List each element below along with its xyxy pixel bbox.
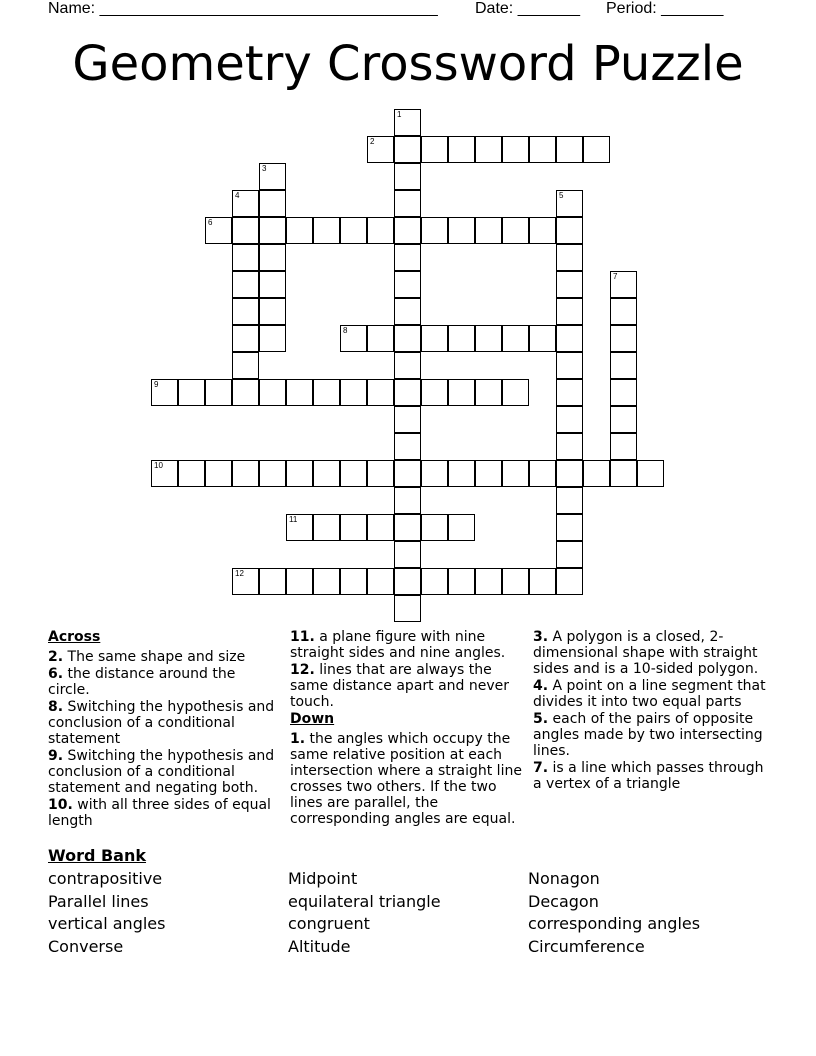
crossword-cell[interactable] bbox=[556, 136, 583, 163]
crossword-cell[interactable] bbox=[259, 163, 286, 190]
crossword-cell[interactable] bbox=[367, 136, 394, 163]
crossword-cell[interactable] bbox=[556, 487, 583, 514]
crossword-cell[interactable] bbox=[259, 190, 286, 217]
crossword-cell[interactable] bbox=[502, 217, 529, 244]
crossword-cell[interactable] bbox=[232, 460, 259, 487]
crossword-cell[interactable] bbox=[448, 460, 475, 487]
clue-across-11: 11. a plane figure with nine straight sides and nine angles. bbox=[290, 629, 506, 661]
crossword-cell[interactable] bbox=[529, 460, 556, 487]
crossword-cell[interactable] bbox=[475, 568, 502, 595]
crossword-cell[interactable] bbox=[394, 298, 421, 325]
crossword-cell[interactable] bbox=[475, 136, 502, 163]
crossword-cell[interactable] bbox=[286, 568, 313, 595]
crossword-cell[interactable] bbox=[529, 568, 556, 595]
crossword-cell[interactable] bbox=[178, 379, 205, 406]
crossword-cell[interactable] bbox=[259, 244, 286, 271]
crossword-cell[interactable] bbox=[394, 541, 421, 568]
crossword-cell[interactable] bbox=[394, 487, 421, 514]
crossword-cell[interactable] bbox=[448, 379, 475, 406]
down-heading: Down bbox=[290, 711, 335, 727]
crossword-cell[interactable] bbox=[367, 514, 394, 541]
crossword-cell[interactable] bbox=[421, 217, 448, 244]
word-bank-item: Parallel lines bbox=[48, 891, 149, 911]
word-bank-item: corresponding angles bbox=[528, 914, 701, 933]
crossword-cell[interactable] bbox=[205, 217, 232, 244]
crossword-cell[interactable] bbox=[583, 136, 610, 163]
clue-across-12: 12. lines that are always the same distance apart and never touch. bbox=[290, 662, 510, 710]
crossword-cell[interactable] bbox=[394, 406, 421, 433]
crossword-cell[interactable] bbox=[394, 271, 421, 298]
crossword-cell[interactable] bbox=[475, 460, 502, 487]
clue-number: 9 bbox=[154, 380, 159, 389]
clue-down-5: 5. each of the pairs of opposite angles made by two intersecting lines. bbox=[533, 711, 763, 759]
crossword-cell[interactable] bbox=[259, 379, 286, 406]
word-bank-item: Midpoint bbox=[288, 869, 358, 888]
clue-number: 1 bbox=[397, 110, 402, 119]
clue-number: 10 bbox=[154, 461, 163, 470]
word-bank-item: Circumference bbox=[528, 936, 645, 956]
crossword-cell[interactable] bbox=[556, 406, 583, 433]
crossword-cell[interactable] bbox=[610, 325, 637, 352]
crossword-cell[interactable] bbox=[448, 217, 475, 244]
clue-number: 3 bbox=[262, 164, 267, 173]
crossword-cell[interactable] bbox=[313, 217, 340, 244]
clue-across-9: 9. Switching the hypothesis and conclusion of a conditional statement and negating both. bbox=[48, 748, 275, 796]
crossword-cell[interactable] bbox=[232, 379, 259, 406]
crossword-cell[interactable] bbox=[610, 352, 637, 379]
across-heading: Across bbox=[48, 629, 101, 645]
clue-across-8: 8. Switching the hypothesis and conclusion of a conditional statement bbox=[48, 699, 275, 747]
clue-number: 11 bbox=[289, 515, 298, 524]
crossword-cell[interactable] bbox=[340, 568, 367, 595]
crossword-cell[interactable] bbox=[286, 379, 313, 406]
crossword-cell[interactable] bbox=[286, 514, 313, 541]
crossword-cell[interactable] bbox=[637, 460, 664, 487]
crossword-cell[interactable] bbox=[232, 352, 259, 379]
crossword-cell[interactable] bbox=[556, 568, 583, 595]
crossword-cell[interactable] bbox=[556, 271, 583, 298]
crossword-cell[interactable] bbox=[394, 190, 421, 217]
crossword-cell[interactable] bbox=[394, 109, 421, 136]
clue-number: 2 bbox=[370, 137, 375, 146]
crossword-cell[interactable] bbox=[232, 298, 259, 325]
clue-down-1: 1. the angles which occupy the same relative position at each intersection where a straight line crosses two others. If the two lines are parallel, the corresponding angles are equal. bbox=[290, 731, 522, 827]
word-bank-title: Word Bank bbox=[48, 846, 147, 865]
crossword-cell[interactable] bbox=[313, 460, 340, 487]
crossword-cell[interactable] bbox=[610, 406, 637, 433]
crossword-cell[interactable] bbox=[502, 136, 529, 163]
crossword-cell[interactable] bbox=[340, 514, 367, 541]
crossword-cell[interactable] bbox=[367, 217, 394, 244]
crossword-cell[interactable] bbox=[529, 136, 556, 163]
crossword-cell[interactable] bbox=[394, 136, 421, 163]
crossword-cell[interactable] bbox=[448, 568, 475, 595]
crossword-cell[interactable] bbox=[556, 541, 583, 568]
crossword-cell[interactable] bbox=[475, 217, 502, 244]
clue-number: 5 bbox=[559, 191, 564, 200]
crossword-cell[interactable] bbox=[259, 568, 286, 595]
crossword-cell[interactable] bbox=[394, 379, 421, 406]
crossword-cell[interactable] bbox=[610, 379, 637, 406]
crossword-cell[interactable] bbox=[313, 379, 340, 406]
crossword-cell[interactable] bbox=[232, 217, 259, 244]
crossword-cell[interactable] bbox=[259, 271, 286, 298]
crossword-cell[interactable] bbox=[394, 433, 421, 460]
crossword-cell[interactable] bbox=[394, 568, 421, 595]
clue-number: 8 bbox=[343, 326, 348, 335]
word-bank-item: Decagon bbox=[528, 891, 599, 911]
crossword-cell[interactable] bbox=[232, 271, 259, 298]
name-field[interactable]: Name: ______________________________________ bbox=[48, 0, 438, 17]
crossword-cell[interactable] bbox=[421, 460, 448, 487]
crossword-cell[interactable] bbox=[286, 460, 313, 487]
crossword-cell[interactable] bbox=[394, 595, 421, 622]
clue-number: 7 bbox=[613, 272, 618, 281]
clue-across-6: 6. the distance around the circle. bbox=[48, 666, 236, 698]
clue-number: 6 bbox=[208, 218, 213, 227]
crossword-cell[interactable] bbox=[556, 433, 583, 460]
crossword-cell[interactable] bbox=[610, 298, 637, 325]
crossword-cell[interactable] bbox=[286, 217, 313, 244]
page-title: Geometry Crossword Puzzle bbox=[72, 36, 744, 92]
crossword-cell[interactable] bbox=[529, 325, 556, 352]
crossword-cell[interactable] bbox=[421, 514, 448, 541]
crossword-cell[interactable] bbox=[610, 433, 637, 460]
crossword-cell[interactable] bbox=[259, 217, 286, 244]
crossword-cell[interactable] bbox=[502, 460, 529, 487]
crossword-cell[interactable] bbox=[556, 190, 583, 217]
crossword-cell[interactable] bbox=[502, 325, 529, 352]
word-bank-item: Nonagon bbox=[528, 869, 600, 888]
word-bank-column-2 bbox=[288, 868, 441, 958]
crossword-cell[interactable] bbox=[394, 514, 421, 541]
word-bank-item: congruent bbox=[288, 914, 370, 933]
clues-column-2 bbox=[290, 629, 524, 828]
crossword-cell[interactable] bbox=[421, 379, 448, 406]
crossword-cell[interactable] bbox=[232, 325, 259, 352]
crossword-cell[interactable] bbox=[151, 379, 178, 406]
clue-down-4: 4. A point on a line segment that divides it into two equal parts bbox=[533, 678, 766, 710]
crossword-cell[interactable] bbox=[313, 514, 340, 541]
clue-number: 4 bbox=[235, 191, 240, 200]
crossword-cell[interactable] bbox=[394, 460, 421, 487]
crossword-cell[interactable] bbox=[583, 460, 610, 487]
crossword-cell[interactable] bbox=[610, 271, 637, 298]
crossword-cell[interactable] bbox=[556, 298, 583, 325]
crossword-cell[interactable] bbox=[205, 460, 232, 487]
crossword-cell[interactable] bbox=[448, 136, 475, 163]
clue-down-3: 3. A polygon is a closed, 2-dimensional shape with straight sides and is a 10-sided polygon. bbox=[533, 629, 759, 677]
crossword-cell[interactable] bbox=[178, 460, 205, 487]
crossword-cell[interactable] bbox=[502, 379, 529, 406]
clue-number: 12 bbox=[235, 569, 244, 578]
crossword-cell[interactable] bbox=[340, 379, 367, 406]
crossword-cell[interactable] bbox=[394, 244, 421, 271]
crossword-cell[interactable] bbox=[394, 163, 421, 190]
crossword-cell[interactable] bbox=[367, 460, 394, 487]
crossword-cell[interactable] bbox=[421, 568, 448, 595]
crossword-cell[interactable] bbox=[556, 217, 583, 244]
crossword-cell[interactable] bbox=[556, 514, 583, 541]
word-bank-item: Converse bbox=[48, 936, 124, 956]
crossword-cell[interactable] bbox=[313, 568, 340, 595]
crossword-cell[interactable] bbox=[394, 352, 421, 379]
crossword-cell[interactable] bbox=[475, 379, 502, 406]
crossword-cell[interactable] bbox=[556, 460, 583, 487]
crossword-cell[interactable] bbox=[421, 136, 448, 163]
crossword-cell[interactable] bbox=[556, 325, 583, 352]
crossword-cell[interactable] bbox=[556, 352, 583, 379]
word-bank-item: Altitude bbox=[288, 936, 351, 956]
word-bank-item: contrapositive bbox=[48, 869, 163, 888]
crossword-cell[interactable] bbox=[232, 190, 259, 217]
crossword-cell[interactable] bbox=[232, 244, 259, 271]
crossword-cell[interactable] bbox=[529, 217, 556, 244]
crossword-cell[interactable] bbox=[340, 460, 367, 487]
crossword-cell[interactable] bbox=[448, 325, 475, 352]
clue-across-2: 2. The same shape and size bbox=[48, 649, 246, 665]
crossword-cell[interactable] bbox=[394, 325, 421, 352]
word-bank-item: equilateral triangle bbox=[288, 891, 441, 911]
word-bank-column-3 bbox=[528, 868, 700, 958]
word-bank-column-1 bbox=[48, 868, 165, 958]
crossword-cell[interactable] bbox=[259, 298, 286, 325]
crossword-cell[interactable] bbox=[232, 568, 259, 595]
clue-across-10: 10. with all three sides of equal length bbox=[48, 797, 271, 829]
crossword-cell[interactable] bbox=[340, 217, 367, 244]
crossword-cell[interactable] bbox=[475, 325, 502, 352]
date-field[interactable]: Date: _______ bbox=[475, 0, 580, 17]
crossword-cell[interactable] bbox=[259, 325, 286, 352]
crossword-cell[interactable] bbox=[367, 379, 394, 406]
crossword-cell[interactable] bbox=[367, 568, 394, 595]
crossword-cell[interactable] bbox=[421, 325, 448, 352]
crossword-cell[interactable] bbox=[610, 460, 637, 487]
clue-down-7: 7. is a line which passes through a vertex of a triangle bbox=[533, 760, 764, 792]
crossword-cell[interactable] bbox=[556, 379, 583, 406]
crossword-cell[interactable] bbox=[259, 460, 286, 487]
clues-column-3 bbox=[533, 629, 769, 793]
word-bank-item: vertical angles bbox=[48, 914, 166, 933]
crossword-cell[interactable] bbox=[151, 460, 178, 487]
crossword-cell[interactable] bbox=[502, 568, 529, 595]
crossword-cell[interactable] bbox=[205, 379, 232, 406]
crossword-cell[interactable] bbox=[556, 244, 583, 271]
period-field[interactable]: Period: _______ bbox=[606, 0, 724, 17]
crossword-cell[interactable] bbox=[367, 325, 394, 352]
crossword-cell[interactable] bbox=[394, 217, 421, 244]
crossword-cell[interactable] bbox=[448, 514, 475, 541]
crossword-cell[interactable] bbox=[340, 325, 367, 352]
clues-column-1 bbox=[48, 629, 280, 830]
